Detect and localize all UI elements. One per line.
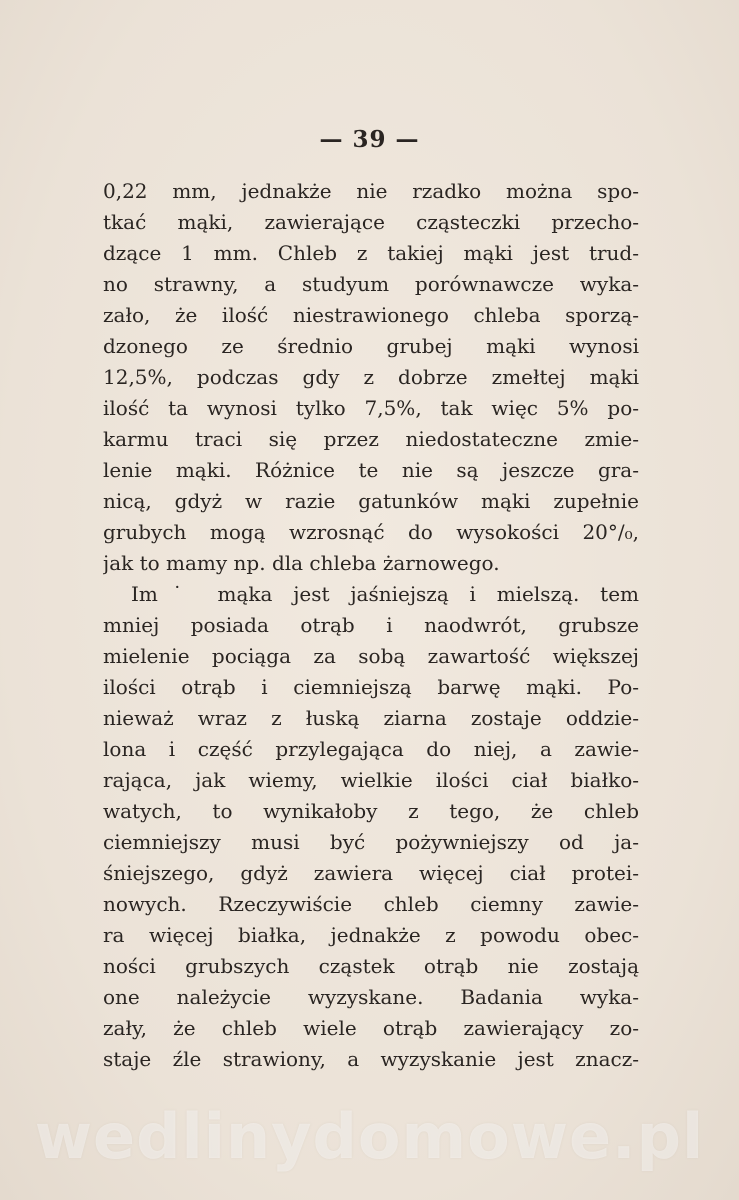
page-number: — 39 — [319, 126, 420, 153]
body-text [103, 176, 639, 1075]
text-line: ilości otrąb i ciemniejszą barwę mąki. Po- [103, 675, 639, 699]
text-line: watych, to wynikałoby z tego, że chleb [103, 799, 639, 823]
text-line: jak to mamy np. dla chleba żarnowego. [103, 551, 500, 575]
text-line: ciemniejszy musi być pożywniejszy od ja- [103, 830, 639, 854]
text-line: mniej posiada otrąb i naodwrót, grubsze [103, 613, 639, 637]
text-line: Im˙ mąka jest jaśniejszą i mielszą. tem [131, 582, 639, 606]
text-line: rająca, jak wiemy, wielkie ilości ciał białko- [103, 768, 639, 792]
text-line: ności grubszych cząstek otrąb nie zostają [103, 954, 639, 978]
text-line: karmu traci się przez niedostateczne zmie- [103, 427, 639, 451]
text-line: mielenie pociąga za sobą zawartość większej [103, 644, 639, 668]
text-line: tkać mąki, zawierające cząsteczki przecho- [103, 210, 639, 234]
text-line: no strawny, a studyum porównawcze wyka- [103, 272, 639, 296]
text-line: dzonego ze średnio grubej mąki wynosi [103, 334, 639, 358]
text-line: śniejszego, gdyż zawiera więcej ciał protei- [103, 861, 639, 885]
text-line: zały, że chleb wiele otrąb zawierający zo- [103, 1016, 639, 1040]
text-line: nicą, gdyż w razie gatunków mąki zupełnie [103, 489, 639, 513]
text-line: one należycie wyzyskane. Badania wyka- [103, 985, 639, 1009]
text-line: ra więcej białka, jednakże z powodu obec- [103, 923, 639, 947]
text-line: staje źle strawiony, a wyzyskanie jest znacz- [103, 1047, 639, 1071]
text-line: nowych. Rzeczywiście chleb ciemny zawie- [103, 892, 639, 916]
watermark: wedlinydomowe.pl [34, 1100, 705, 1173]
text-line: ilość ta wynosi tylko 7,5%, tak więc 5% po- [103, 396, 639, 420]
text-line: nieważ wraz z łuską ziarna zostaje oddzie- [103, 706, 639, 730]
text-line: lenie mąki. Różnice te nie są jeszcze gra- [103, 458, 639, 482]
text-line: zało, że ilość niestrawionego chleba sporzą- [103, 303, 639, 327]
text-line: dzące 1 mm. Chleb z takiej mąki jest trud- [103, 241, 639, 265]
text-line: lona i część przylegająca do niej, a zawie- [103, 737, 639, 761]
text-line: grubych mogą wzrosnąć do wysokości 20°/₀, [103, 520, 639, 544]
text-line: 0,22 mm, jednakże nie rzadko można spo- [103, 179, 639, 203]
text-line: 12,5%, podczas gdy z dobrze zmełtej mąki [103, 365, 639, 389]
